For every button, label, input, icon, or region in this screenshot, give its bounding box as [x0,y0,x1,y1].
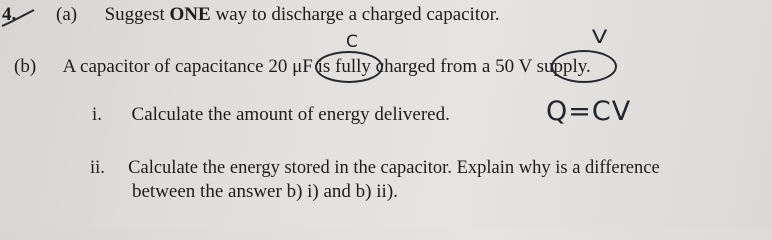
part-ii-label: ii. [90,158,105,178]
part-i-text: Calculate the amount of energy delivered. [131,104,450,125]
handwritten-formula: Q=CV [546,96,632,127]
part-a-text-after: way to discharge a charged capacitor. [210,4,500,25]
handwritten-c: C [346,32,358,52]
handwritten-v: V [591,26,608,48]
question-number-stroke [2,10,34,26]
part-b-text-middle: is fully charged from a [312,56,491,77]
part-b-text-after: supply. [536,56,591,77]
part-a-text-before: Suggest [104,4,170,25]
question-number: 4. [2,4,17,25]
capacitance-value: 20 μF [268,56,313,77]
part-a-label: (a) [56,4,78,25]
part-b-text-before: A capacitor of capacitance [62,56,264,77]
part-b-label: (b) [14,56,37,77]
part-i-label: i. [92,104,103,125]
voltage-value: 50 V [495,56,532,77]
part-ii-text-line2: between the answer b) i) and b) ii). [132,181,398,202]
part-ii-text-line1: Calculate the energy stored in the capacitor. Explain why is a difference [128,158,660,178]
part-a-emphasis: ONE [169,4,211,25]
